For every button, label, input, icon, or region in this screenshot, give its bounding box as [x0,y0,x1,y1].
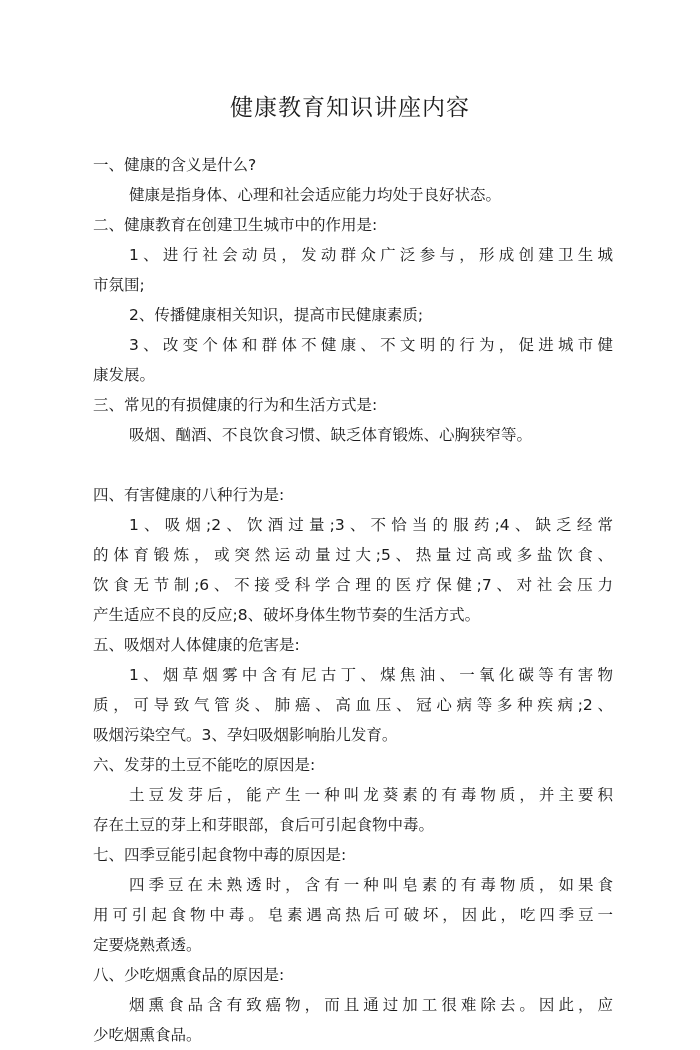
paragraph-line: 土豆发芽后，能产生一种叫龙葵素的有毒物质，并主要积 [129,786,613,804]
paragraph-line: 少吃烟熏食品。 [93,1026,202,1044]
paragraph-line: 产生适应不良的反应;8、破坏身体生物节奏的生活方式。 [93,606,481,624]
paragraph-line: 用可引起食物中毒。皂素遇高热后可破坏，因此，吃四季豆一 [93,906,613,924]
paragraph-line: 吸烟、酗酒、不良饮食习惯、缺乏体育锻炼、心胸狭窄等。 [129,426,533,444]
paragraph-line: 存在土豆的芽上和芽眼部，食后可引起食物中毒。 [93,816,435,834]
paragraph-line: 健康是指身体、心理和社会适应能力均处于良好状态。 [129,186,502,204]
document-title: 健康教育知识讲座内容 [230,95,470,121]
paragraph-line: 质，可导致气管炎、肺癌、高血压、冠心病等多种疾病;2、 [93,696,613,714]
paragraph-line: 的体育锻炼，或突然运动量过大;5、热量过高或多盐饮食、 [93,546,613,564]
paragraph-line: 四季豆在未熟透时，含有一种叫皂素的有毒物质，如果食 [129,876,613,894]
paragraph-line: 1、烟草烟雾中含有尼古丁、煤焦油、一氧化碳等有害物 [129,666,613,684]
paragraph-line: 定要烧熟煮透。 [93,936,202,954]
paragraph-line: 1、进行社会动员，发动群众广泛参与，形成创建卫生城 [129,246,613,264]
paragraph-line: 饮食无节制;6、不接受科学合理的医疗保健;7、对社会压力 [93,576,613,594]
heading-7: 七、四季豆能引起食物中毒的原因是: [93,846,347,864]
paragraph-line: 1、吸烟;2、饮酒过量;3、不恰当的服药;4、缺乏经常 [129,516,613,534]
heading-8: 八、少吃烟熏食品的原因是: [93,966,285,984]
heading-3: 三、常见的有损健康的行为和生活方式是: [93,396,378,414]
paragraph-line: 3、改变个体和群体不健康、不文明的行为，促进城市健 [129,336,613,354]
paragraph-line: 2、传播健康相关知识，提高市民健康素质; [129,306,424,324]
heading-4: 四、有害健康的八种行为是: [93,486,285,504]
document-body [93,150,613,1050]
paragraph-line: 吸烟污染空气。3、孕妇吸烟影响胎儿发育。 [93,726,398,744]
paragraph-line: 市氛围; [93,276,145,294]
paragraph-line: 康发展。 [93,366,156,384]
blank-line [93,450,613,480]
paragraph-line: 烟熏食品含有致癌物，而且通过加工很难除去。因此，应 [129,996,613,1014]
heading-5: 五、吸烟对人体健康的危害是: [93,636,300,654]
heading-6: 六、发芽的土豆不能吃的原因是: [93,756,316,774]
heading-2: 二、健康教育在创建卫生城市中的作用是: [93,216,378,234]
heading-1: 一、健康的含义是什么? [93,156,257,174]
